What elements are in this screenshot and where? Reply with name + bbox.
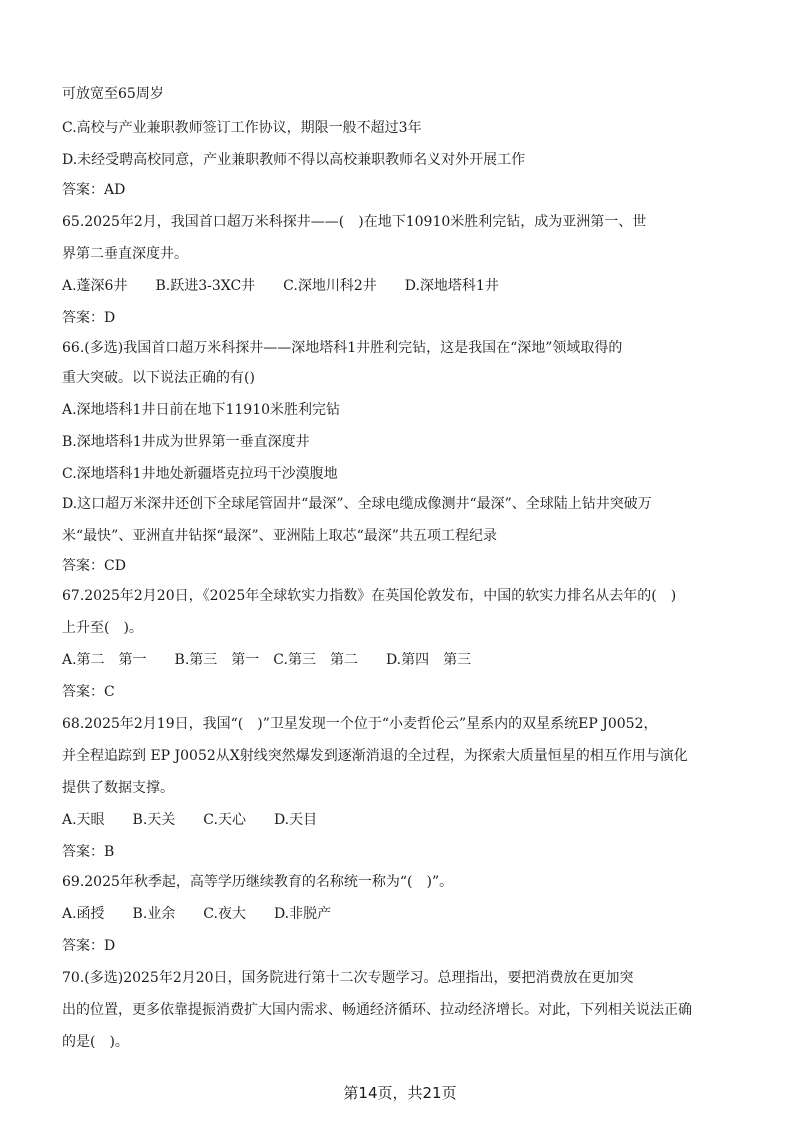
page-number: 第14页，共21页: [343, 1084, 457, 1102]
question-70: 70.(多选)2025年2月20日，国务院进行第十二次专题学习。总理指出，要把消费放在更加突: [62, 970, 634, 986]
option-b: B.深地塔科1井成为世界第一垂直深度井: [62, 434, 310, 450]
answer: 答案：D: [62, 310, 116, 326]
question-67: 67.2025年2月20日，《2025年全球软实力指数》在英国伦敦发布，中国的软实力排名从去年的( ): [62, 588, 677, 604]
option-d: D.这口超万米深井还创下全球尾管固井“最深”、全球电缆成像测井“最深”、全球陆上钻井突破万: [62, 496, 652, 512]
answer: 答案：C: [62, 684, 115, 700]
question-67-cont: 上升至( )。: [62, 620, 143, 636]
question-70-cont: 的是( )。: [62, 1034, 129, 1050]
question-66: 66.(多选)我国首口超万米科探井——深地塔科1井胜利完钻，这是我国在“深地”领域取得的: [62, 340, 623, 356]
option-a: A.深地塔科1井日前在地下11910米胜利完钻: [62, 402, 341, 418]
question-66-cont: 重大突破。以下说法正确的有(): [62, 370, 255, 386]
question-69: 69.2025年秋季起，高等学历继续教育的名称统一称为“( )”。: [62, 874, 454, 890]
question-69-options: A.函授 B.业余 C.夜大 D.非脱产: [62, 906, 332, 922]
answer: 答案：AD: [62, 182, 126, 198]
question-67-options: A.第二 第一 B.第三 第一 C.第三 第二 D.第四 第三: [62, 652, 472, 668]
answer: 答案：D: [62, 938, 116, 954]
question-68: 68.2025年2月19日，我国“( )”卫星发现一个位于“小麦哲伦云”星系内的双星系统EP J0052，: [62, 716, 658, 732]
question-68-options: A.天眼 B.天关 C.天心 D.天目: [62, 812, 318, 828]
question-70-cont: 出的位置，更多依靠提振消费扩大国内需求、畅通经济循环、拉动经济增长。对此，下列相关说法正确: [62, 1002, 692, 1018]
question-68-cont: 并全程追踪到 EP J0052从X射线突然爆发到逐渐消退的全过程，为探索大质量恒星的相互作用与演化: [62, 748, 688, 764]
question-65-options: A.蓬深6井 B.跃进3-3XC井 C.深地川科2井 D.深地塔科1井: [62, 278, 499, 294]
answer: 答案：B: [62, 844, 115, 860]
question-68-cont: 提供了数据支撑。: [62, 780, 174, 796]
option-c: C.深地塔科1井地处新疆塔克拉玛干沙漠腹地: [62, 466, 338, 482]
option-d: D.未经受聘高校同意，产业兼职教师不得以高校兼职教师名义对外开展工作: [62, 152, 526, 168]
option-d-cont: 米“最快”、亚洲直井钻探“最深”、亚洲陆上取芯“最深”共五项工程纪录: [62, 528, 497, 544]
answer: 答案：CD: [62, 558, 126, 574]
text-line: 可放宽至65周岁: [62, 86, 164, 102]
option-c: C.高校与产业兼职教师签订工作协议，期限一般不超过3年: [62, 120, 422, 136]
question-65: 65.2025年2月，我国首口超万米科探井——( )在地下10910米胜利完钻，成为亚洲第一、世: [62, 214, 647, 230]
question-65-cont: 界第二垂直深度井。: [62, 246, 188, 262]
